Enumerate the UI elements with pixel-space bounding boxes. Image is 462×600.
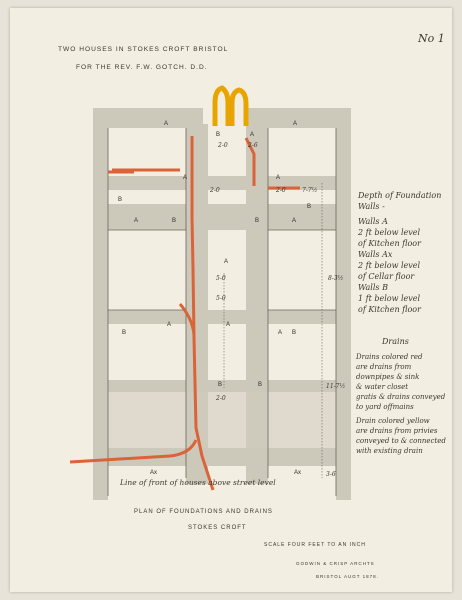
drawing-title: TWO HOUSES IN STOKES CROFT BRISTOL [58, 46, 229, 53]
drains-line: Drains colored red [356, 353, 423, 361]
wall-band [93, 310, 351, 324]
yellow-drain [215, 88, 228, 126]
sheet-number: No 1 [418, 32, 445, 45]
wall-label: A [226, 322, 231, 328]
architects: GODWIN & CRISP ARCHTS [296, 561, 375, 566]
dimension: 2-0 [216, 395, 226, 402]
foundation-line: of Kitchen floor [358, 305, 421, 314]
wall-label: B [172, 218, 177, 224]
dimension: 11-7½ [326, 383, 346, 390]
dimension: 2-0 [276, 187, 286, 194]
foot-label: Ax [294, 470, 302, 476]
foundation-notes [358, 190, 450, 315]
drains-line: & water closet [356, 383, 409, 391]
wall-band [93, 220, 351, 230]
foundation-line: Walls A [358, 217, 388, 226]
wall-label: B [218, 382, 223, 388]
drawing-subtitle: FOR THE REV. F.W. GOTCH. D.D. [76, 64, 208, 71]
wall-band [93, 108, 108, 500]
wall-label: A [278, 330, 283, 336]
wall-label: A [224, 259, 229, 265]
drains-notes [356, 336, 450, 456]
drains-line: conveyed to & connected [356, 437, 446, 445]
foot-label: Ax [150, 470, 158, 476]
wall-label: A [293, 121, 298, 127]
wall-label: B [118, 197, 123, 203]
foundation-line: of Cellar floor [358, 272, 415, 281]
drawing-date: BRISTOL AUGT 1878. [316, 574, 379, 579]
wall-label: A [250, 132, 255, 138]
wall-label: B [255, 218, 260, 224]
wall-label: A [292, 218, 297, 224]
foundation-line: Walls Ax [358, 250, 393, 259]
wall-label: B [307, 204, 312, 210]
wall-label: A [134, 218, 139, 224]
dimension: 2-6 [248, 142, 258, 149]
plan-subtitle: STOKES CROFT [188, 525, 247, 531]
drains-line: gratis & drains conveyed [356, 393, 446, 401]
plan-title: PLAN OF FOUNDATIONS AND DRAINS [134, 509, 273, 515]
drains-line: to yard offmains [356, 403, 414, 411]
wall-label: B [292, 330, 297, 336]
drains-title: Drains [382, 337, 409, 346]
drains-line: Drain colored yellow [356, 417, 430, 425]
dimension: 7-7½ [302, 187, 318, 194]
drains-line: downpipes & sink [356, 373, 420, 381]
foundation-line: Walls B [358, 283, 388, 292]
dimension: 8-3½ [328, 275, 344, 282]
frontage-note: Line of front of houses above street level [120, 478, 276, 487]
foundation-line: of Kitchen floor [358, 239, 421, 248]
dimension: 5-0 [216, 275, 226, 282]
wall-label: A [183, 175, 188, 181]
drains-line: are drains from [356, 363, 412, 371]
wall-label: A [276, 175, 281, 181]
wall-label: A [167, 322, 172, 328]
wall-band [336, 108, 351, 500]
drains-line: with existing drain [356, 447, 423, 455]
dimension: 2-0 [218, 142, 228, 149]
foundation-line: 1 ft below level [358, 294, 421, 303]
yellow-drain [232, 90, 246, 126]
wall-label: B [258, 382, 263, 388]
foundation-line: 2 ft below level [358, 261, 421, 270]
wall-label: B [122, 330, 127, 336]
scale-note: SCALE FOUR FEET TO AN INCH [264, 542, 366, 548]
dimension: 2-0 [210, 187, 220, 194]
dimension: 3-6 [326, 471, 336, 478]
wall-label: B [216, 132, 221, 138]
drains-line: are drains from privies [356, 427, 438, 435]
foundation-line: 2 ft below level [358, 228, 421, 237]
foundation-title: Depth of Foundation Walls - [358, 191, 442, 211]
drawing-sheet [10, 8, 452, 592]
wall-label: A [164, 121, 169, 127]
dimension: 5-0 [216, 295, 226, 302]
